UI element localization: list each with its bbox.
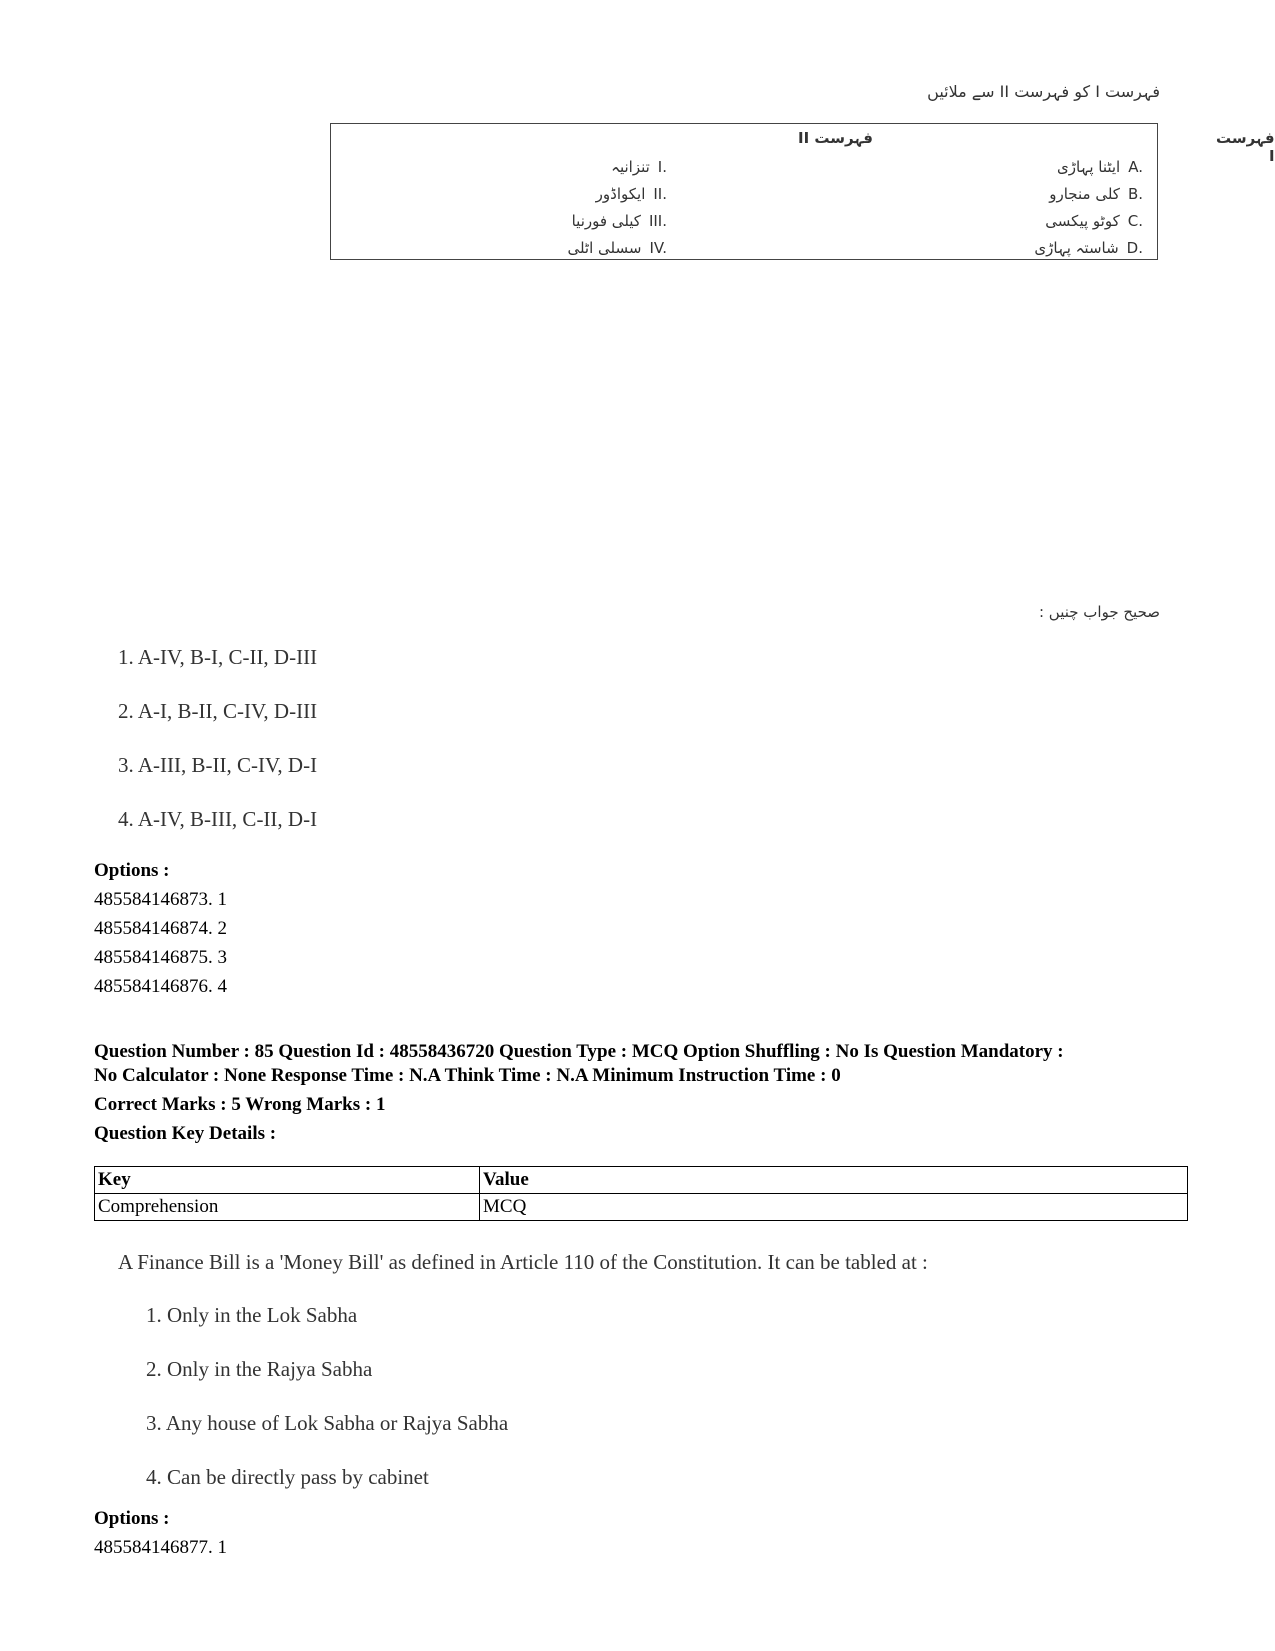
list-2-item — [407, 208, 667, 235]
list-item-text: تنزانیہ — [611, 158, 650, 176]
table-header-key: Key — [95, 1167, 480, 1194]
options-label: Options : — [94, 860, 170, 881]
table-header-row — [95, 1167, 1188, 1194]
table-cell-key: Comprehension — [95, 1194, 480, 1221]
list-item-marker: C. — [1127, 212, 1143, 230]
marks-line: Correct Marks : 5 Wrong Marks : 1 — [94, 1094, 386, 1115]
list-item-marker: A. — [1128, 158, 1143, 176]
list-item-text: کیلی فورنیا — [571, 212, 641, 230]
list-2-item — [407, 181, 667, 208]
list-1-item — [883, 154, 1143, 181]
option-id: 485584146873. 1 — [94, 889, 227, 910]
option-id: 485584146875. 3 — [94, 947, 227, 968]
list-item-text: ایکواڈور — [595, 185, 646, 203]
list-2-item — [407, 154, 667, 181]
question-text: A Finance Bill is a 'Money Bill' as defined in Article 110 of the Constitution. It can be tabled at : — [118, 1250, 928, 1274]
list-item-marker: I. — [657, 158, 667, 176]
answer-choice: 4. A-IV, B-III, C-II, D-I — [118, 807, 318, 831]
list-item-marker: IV. — [649, 239, 667, 257]
question-meta-line-2: No Calculator : None Response Time : N.A Think Time : N.A Minimum Instruction Time : 0 — [94, 1065, 841, 1086]
list-item-marker: D. — [1126, 239, 1143, 257]
list-1-item — [883, 208, 1143, 235]
answer-choice: 1. A-IV, B-I, C-II, D-III — [118, 645, 318, 669]
answer-choice: 3. Any house of Lok Sabha or Rajya Sabha — [146, 1411, 509, 1435]
list-1-item — [883, 181, 1143, 208]
list-item-text: کلی منجارو — [1049, 185, 1120, 203]
option-id: 485584146876. 4 — [94, 976, 227, 997]
answer-choice: 1. Only in the Lok Sabha — [146, 1303, 358, 1327]
list-2-title: فہرست II — [798, 129, 873, 147]
match-instruction: فہرست I کو فہرست II سے ملائیں — [927, 82, 1160, 101]
match-list-box — [330, 123, 1275, 260]
list-item-marker: III. — [648, 212, 667, 230]
list-item-marker: II. — [653, 185, 667, 203]
list-1 — [883, 154, 1143, 262]
answer-choice: 2. A-I, B-II, C-IV, D-III — [118, 699, 318, 723]
list-item-marker: B. — [1127, 185, 1143, 203]
list-item-text: ایٹنا پہاڑی — [1056, 158, 1121, 176]
table-row — [95, 1194, 1188, 1221]
answer-choice: 3. A-III, B-II, C-IV, D-I — [118, 753, 318, 777]
options-label: Options : — [94, 1508, 170, 1529]
key-details-table — [94, 1166, 1188, 1221]
list-2-item — [407, 235, 667, 262]
question-meta-line-1: Question Number : 85 Question Id : 48558436720 Question Type : MCQ Option Shuffling : No Is Question Mandatory : — [94, 1041, 1064, 1062]
option-id: 485584146877. 1 — [94, 1537, 227, 1558]
list-item-text: سسلی اٹلی — [567, 239, 642, 257]
key-details-label: Question Key Details : — [94, 1123, 277, 1144]
list-item-text: کوٹو پیکسی — [1045, 212, 1120, 230]
list-item-text: شاستہ پہاڑی — [1034, 239, 1119, 257]
list-1-title: فہرست I — [1215, 129, 1275, 165]
table-header-value: Value — [480, 1167, 1188, 1194]
answer-choice: 4. Can be directly pass by cabinet — [146, 1465, 429, 1489]
list-1-item — [883, 235, 1143, 262]
answer-choice: 2. Only in the Rajya Sabha — [146, 1357, 373, 1381]
option-id: 485584146874. 2 — [94, 918, 227, 939]
table-cell-value: MCQ — [480, 1194, 1188, 1221]
list-2 — [407, 154, 667, 262]
choose-answer-prompt: صحیح جواب چنیں : — [1038, 603, 1160, 621]
